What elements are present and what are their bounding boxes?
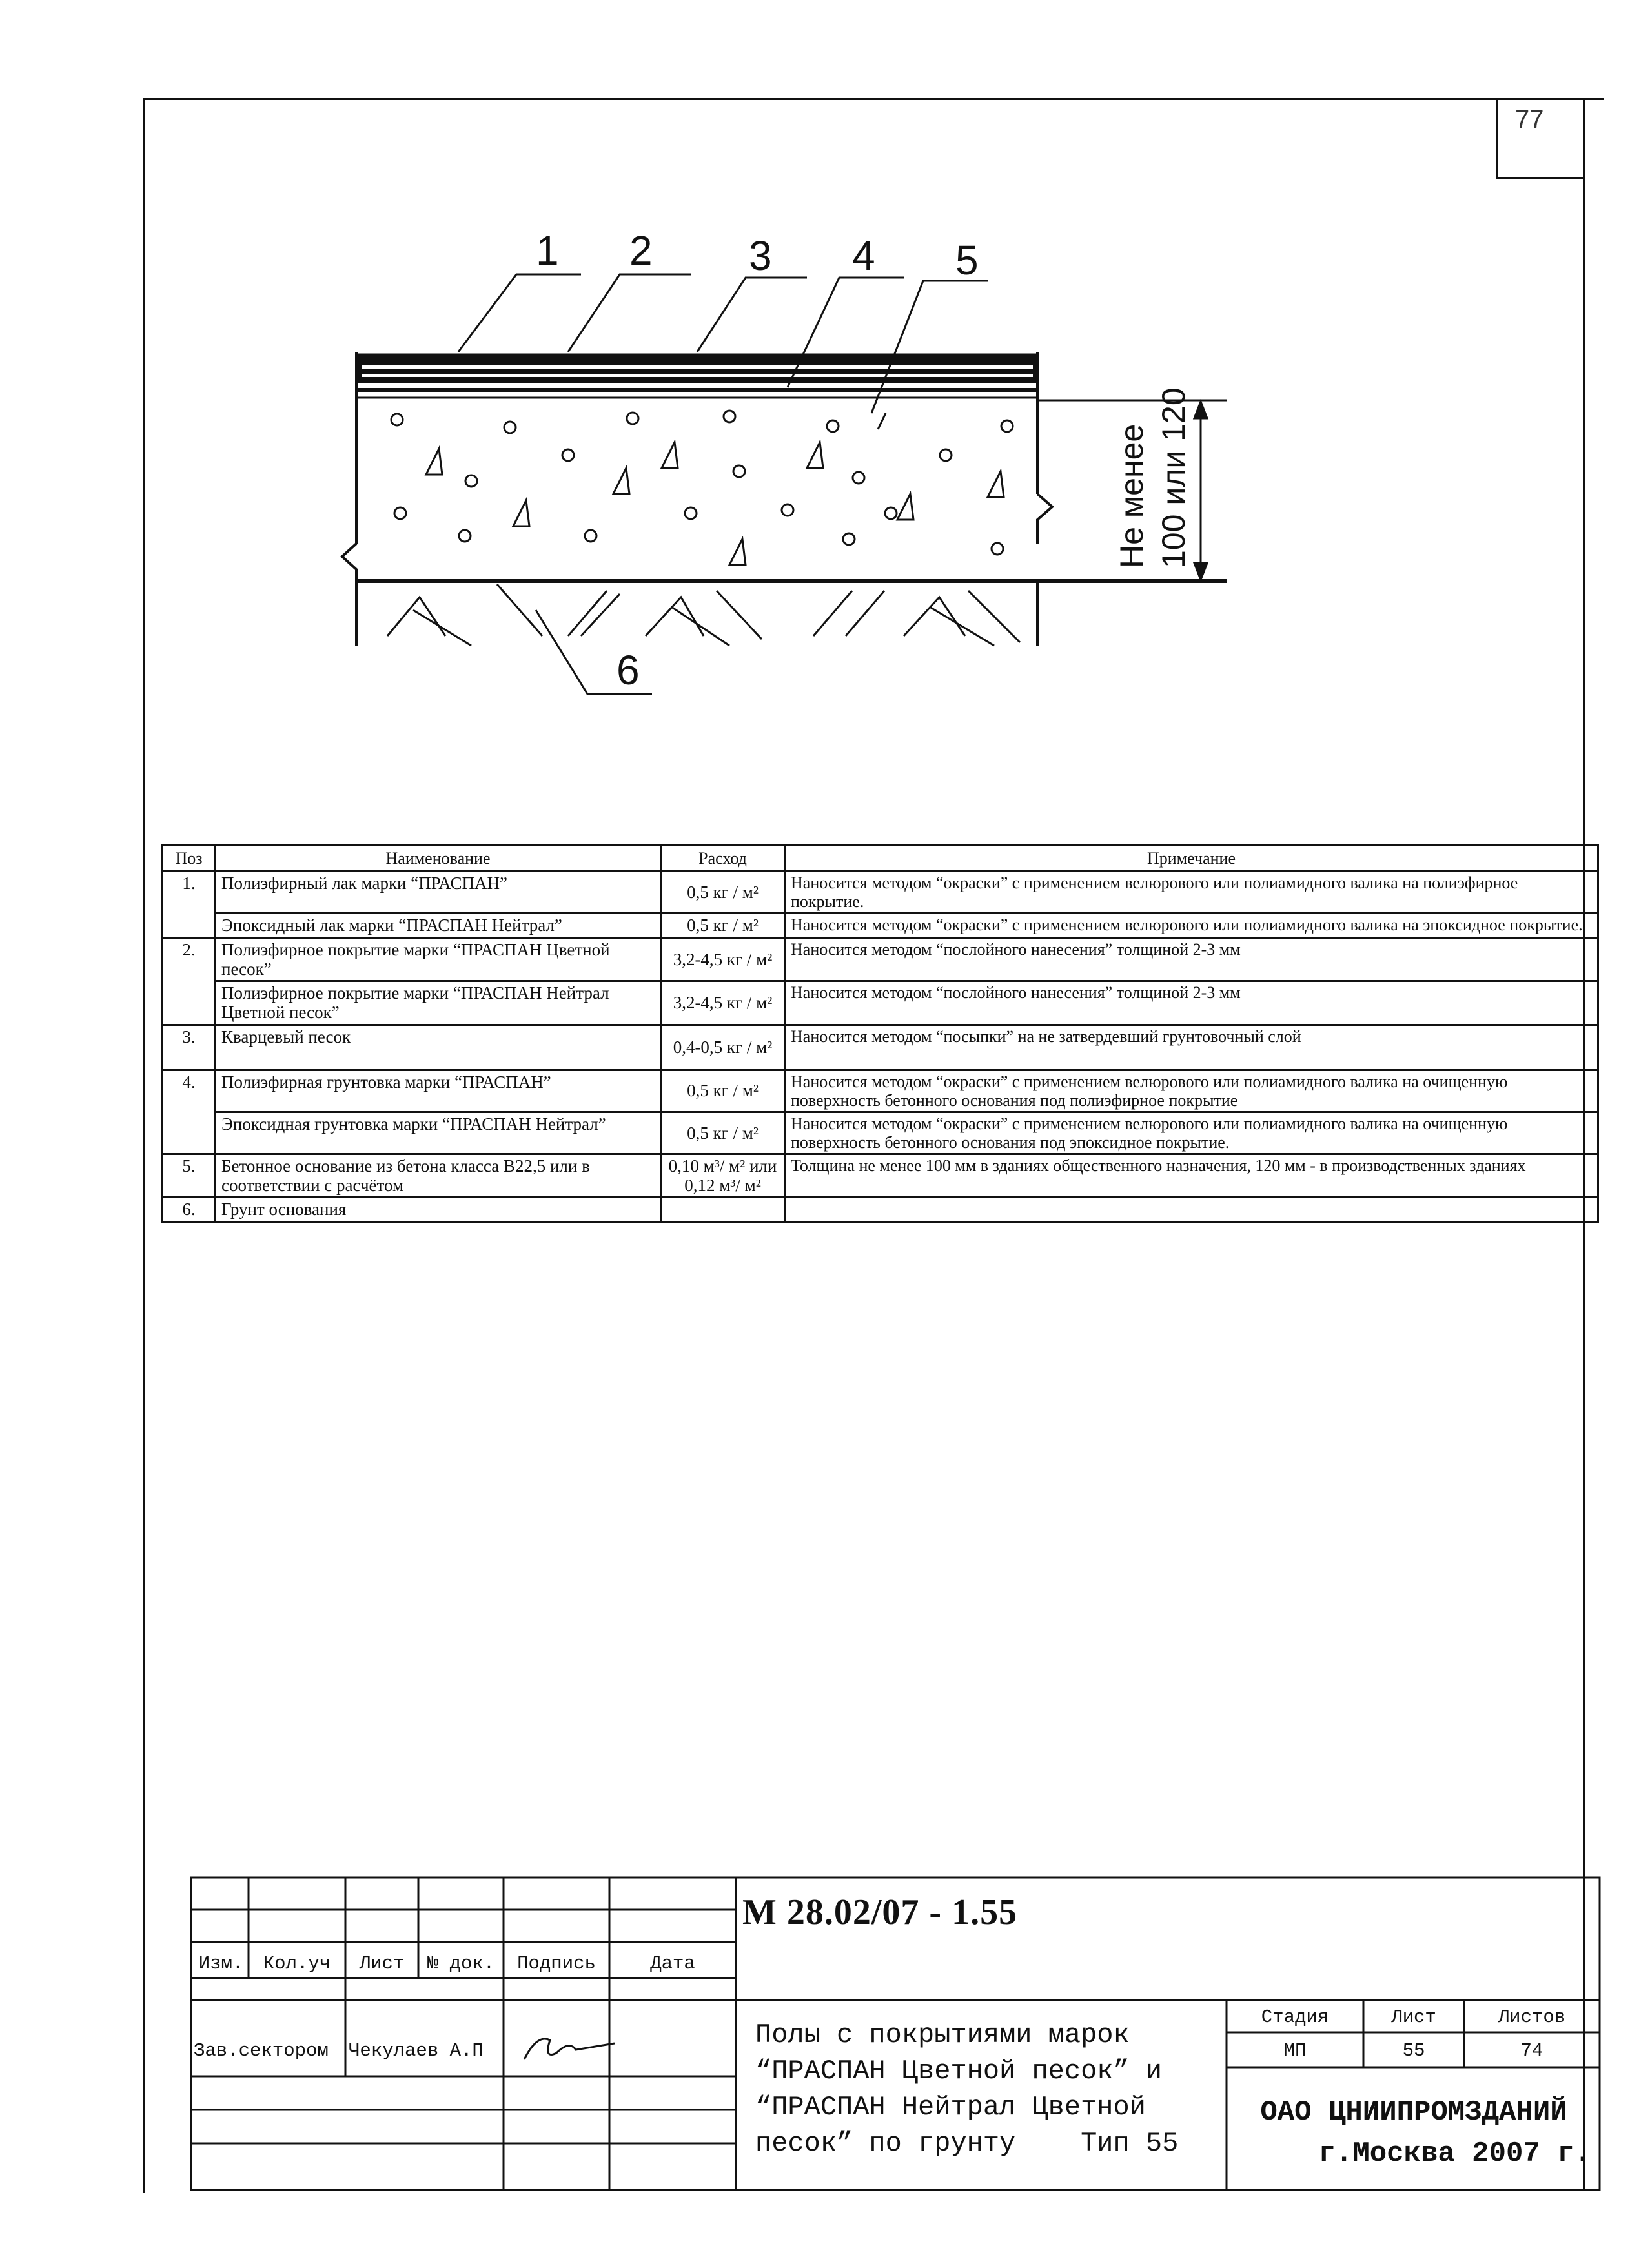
organization-city-year: г.Москва 2007 г. [1318,2138,1591,2170]
row-pos: 5. [163,1154,216,1197]
row-pos: 6. [163,1198,216,1221]
row-rate [661,1198,785,1221]
sheet-description [755,2017,1178,2161]
row-note: Толщина не менее 100 мм в зданиях общественного назначения, 120 мм - в производственных зданиях [785,1154,1598,1197]
description-line: “ПРАСПАН Нейтрал Цветной [755,2092,1146,2123]
col-kol-uch: Кол.уч [263,1953,331,1974]
row-note [785,1198,1598,1221]
col-doc: № док. [427,1953,495,1974]
row-name: Полиэфирная грунтовка марки “ПРАСПАН” [216,1070,661,1112]
row-name: Бетонное основание из бетона класса B22,5 или в соответствии с расчётом [216,1154,661,1197]
row-name: Эпоксидная грунтовка марки “ПРАСПАН Нейтрал” [216,1112,661,1154]
row-pos: 4. [163,1070,216,1154]
callout-3: 3 [749,232,772,279]
row-note: Наносится методом “окраски” с применением велюрового или полиамидного валика на эпоксидное покрытие. [785,914,1598,937]
callout-1: 1 [536,227,559,274]
row-note: Наносится методом “окраски” с применением велюрового или полиамидного валика на очищенную поверхность бетонного основания под эпоксидное покрытие. [785,1112,1598,1154]
organization [1230,2092,1598,2174]
dimension-label-line2: 100 или 120 [1156,387,1192,568]
callout-2: 2 [629,227,653,274]
row-rate: 3,2-4,5 кг / м² [661,981,785,1025]
sheet-header: Лист [1391,2007,1436,2028]
table-row [163,914,1598,937]
row-rate: 3,2-4,5 кг / м² [661,937,785,981]
callout-5: 5 [955,237,979,283]
callout-4: 4 [852,232,875,279]
row-name: Грунт основания [216,1198,661,1221]
description-line: “ПРАСПАН Цветной песок” и [755,2056,1163,2087]
concrete-aggregate [391,411,1013,565]
description-line: Полы с покрытиями марок [755,2019,1130,2050]
stage-header: Стадия [1261,2007,1329,2028]
row-rate: 0,5 кг / м² [661,1070,785,1112]
row-note: Наносится методом “послойного нанесения” толщиной 2-3 мм [785,937,1598,981]
soil-hatching [387,584,1020,646]
specification-table [161,844,1599,1223]
table-row [163,1154,1598,1197]
table-row [163,1070,1598,1112]
row-name: Полиэфирный лак марки “ПРАСПАН” [216,872,661,914]
header-note: Примечание [785,846,1598,872]
header-name: Наименование [216,846,661,872]
header-rate: Расход [661,846,785,872]
table-header-row [163,846,1598,872]
col-signature: Подпись [517,1953,596,1974]
callout-6: 6 [616,647,640,693]
col-izm: Изм. [198,1953,244,1974]
role-label: Зав.сектором [194,2040,329,2061]
row-note: Наносится методом “окраски” с применением велюрового или полиамидного валика на очищенную поверхность бетонного основания под полиэфирное покрытие [785,1070,1598,1112]
page-number: 77 [1496,100,1583,179]
sheets-header: Листов [1498,2007,1566,2028]
row-rate: 0,4-0,5 кг / м² [661,1025,785,1070]
table-row [163,1198,1598,1221]
row-name: Полиэфирное покрытие марки “ПРАСПАН Нейтрал Цветной песок” [216,981,661,1025]
row-note: Наносится методом “окраски” с применением велюрового или полиамидного валика на полиэфирное покрытие. [785,872,1598,914]
sheets-value: 74 [1520,2040,1543,2061]
row-rate: 0,5 кг / м² [661,872,785,914]
col-date: Дата [650,1953,695,1974]
layer-coating-band [356,359,1037,382]
row-note: Наносится методом “послойного нанесения” толщиной 2-3 мм [785,981,1598,1025]
table-row [163,937,1598,981]
person-name: Чекулаев А.П [349,2040,484,2061]
row-rate: 0,5 кг / м² [661,1112,785,1154]
col-list: Лист [359,1953,405,1974]
header-pos: Поз [163,846,216,872]
row-note: Наносится методом “посыпки” на не затвердевший грунтовочный слой [785,1025,1598,1070]
dimension-label-line1: Не менее [1114,424,1150,568]
description-line: песок” по грунту Тип 55 [755,2128,1179,2159]
row-name: Полиэфирное покрытие марки “ПРАСПАН Цветной песок” [216,937,661,981]
row-pos: 3. [163,1025,216,1070]
table-row [163,872,1598,914]
stage-value: МП [1283,2040,1307,2061]
table-row [163,1112,1598,1154]
row-pos: 2. [163,937,216,1025]
row-rate: 0,5 кг / м² [661,914,785,937]
floor-section-drawing [0,0,1650,742]
row-name: Эпоксидный лак марки “ПРАСПАН Нейтрал” [216,914,661,937]
table-row [163,981,1598,1025]
table-row [163,1025,1598,1070]
row-name: Кварцевый песок [216,1025,661,1070]
document-code: М 28.02/07 - 1.55 [742,1892,1018,1932]
row-rate: 0,10 м³/ м² или 0,12 м³/ м² [661,1154,785,1197]
row-pos: 1. [163,872,216,937]
sheet-value: 55 [1402,2040,1425,2061]
organization-name: ОАО ЦНИИПРОМЗДАНИЙ [1260,2096,1567,2129]
